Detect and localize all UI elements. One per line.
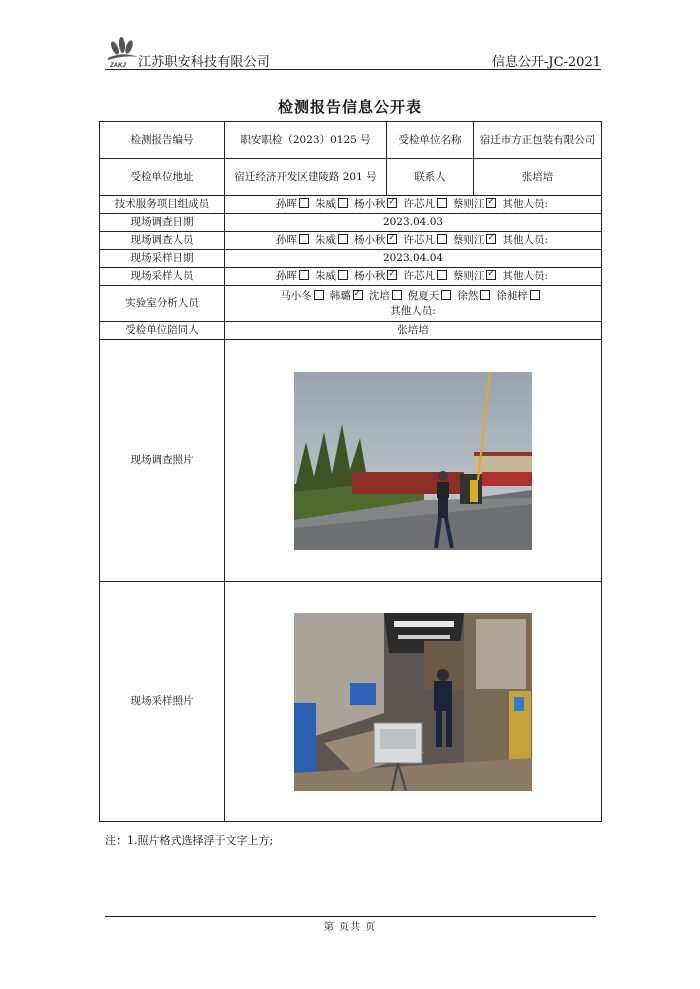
table-row	[100, 232, 602, 250]
lab-other: 其他人员:	[390, 304, 436, 317]
person-name: 杨小秋	[353, 270, 386, 282]
person-name: 其他人员:	[502, 234, 549, 246]
escort-person: 张培培	[225, 322, 602, 340]
person-entry	[408, 290, 456, 302]
unchecked-checkbox-icon	[437, 270, 447, 280]
unchecked-checkbox-icon	[338, 270, 348, 280]
checked-checkbox-icon	[486, 270, 496, 280]
checked-checkbox-icon	[486, 234, 496, 244]
cell-label: 受检单位地址	[100, 159, 225, 196]
checked-checkbox-icon	[486, 198, 496, 208]
cell-label: 现场调查人员	[100, 232, 225, 250]
checked-checkbox-icon	[353, 290, 363, 300]
person-name: 杨小秋	[353, 234, 386, 246]
person-name: 倪夏天	[407, 289, 440, 302]
cell-label: 现场调查照片	[100, 340, 225, 582]
footnote: 注：1.照片格式选择浮于文字上方;	[105, 834, 274, 847]
cell-label: 受检单位陪同人	[100, 322, 225, 340]
unchecked-checkbox-icon	[392, 290, 402, 300]
person-name: 马小冬	[280, 289, 312, 302]
cell-label: 检测报告编号	[100, 122, 225, 159]
table-row	[100, 582, 602, 822]
checked-checkbox-icon	[387, 234, 397, 244]
unchecked-checkbox-icon	[299, 234, 309, 244]
cell-label: 实验室分析人员	[100, 286, 225, 322]
person-entry	[403, 234, 451, 246]
person-name: 杨小秋	[353, 198, 386, 210]
page-header	[105, 34, 601, 72]
person-entry	[276, 270, 313, 282]
team-members	[225, 196, 602, 214]
table-row	[100, 214, 602, 232]
person-name: 其他人员:	[502, 270, 549, 282]
person-name: 蔡则江	[452, 234, 485, 246]
header-divider	[105, 69, 601, 70]
cell-label: 现场采样人员	[100, 268, 225, 286]
unchecked-checkbox-icon	[314, 290, 324, 300]
cell-label: 技术服务项目组成员	[100, 196, 225, 214]
survey-photo-cell	[225, 340, 602, 582]
table-row	[100, 340, 602, 582]
person-entry	[453, 198, 501, 210]
person-name: 徐昶梓	[496, 289, 528, 302]
person-entry	[354, 198, 402, 210]
sample-date: 2023.04.04	[225, 250, 602, 268]
survey-members	[225, 232, 602, 250]
company-logo	[105, 34, 141, 70]
person-name: 朱威	[314, 270, 336, 282]
cell-label: 受检单位名称	[387, 122, 474, 159]
person-name: 许芯凡	[403, 234, 435, 246]
person-entry	[276, 198, 313, 210]
client-address: 宿迁经济开发区建陵路 201 号	[225, 159, 387, 196]
person-name: 韩璐	[329, 289, 351, 302]
person-name: 蔡则江	[452, 270, 485, 282]
person-entry	[280, 290, 328, 302]
person-entry	[403, 198, 451, 210]
person-entry	[457, 290, 494, 302]
table-row	[100, 286, 602, 322]
person-name: 许芯凡	[403, 198, 435, 210]
report-number: 职安职检（2023）0125 号	[225, 122, 387, 159]
person-entry	[496, 290, 544, 302]
person-entry	[403, 270, 451, 282]
person-name: 蔡则江	[452, 198, 485, 210]
person-entry	[315, 234, 352, 246]
lab-members	[229, 289, 597, 304]
person-entry	[276, 234, 313, 246]
person-entry	[315, 270, 352, 282]
site-sampling-photo	[294, 613, 532, 791]
person-name: 朱威	[314, 198, 336, 210]
unchecked-checkbox-icon	[530, 290, 540, 300]
person-name: 孙晖	[275, 270, 297, 282]
table-row	[100, 159, 602, 196]
unchecked-checkbox-icon	[299, 270, 309, 280]
sample-photo-cell	[225, 582, 602, 822]
person-entry	[453, 234, 501, 246]
client-name: 宿迁市方正包装有限公司	[474, 122, 602, 159]
company-name: 江苏职安科技有限公司	[138, 55, 271, 70]
person-entry	[315, 198, 352, 210]
document-number: 信息公开-JC-2021	[491, 55, 601, 70]
unchecked-checkbox-icon	[299, 198, 309, 208]
checked-checkbox-icon	[387, 198, 397, 208]
unchecked-checkbox-icon	[437, 234, 447, 244]
table-row	[100, 268, 602, 286]
unchecked-checkbox-icon	[441, 290, 451, 300]
page-footer: 第 页共 页	[323, 922, 377, 933]
checked-checkbox-icon	[387, 270, 397, 280]
cell-label: 现场采样日期	[100, 250, 225, 268]
survey-date: 2023.04.03	[225, 214, 602, 232]
person-name: 朱威	[314, 234, 336, 246]
person-name: 徐然	[457, 289, 479, 302]
contact-person: 张培培	[474, 159, 602, 196]
table-row	[100, 322, 602, 340]
table-row	[100, 196, 602, 214]
person-name: 孙晖	[275, 234, 297, 246]
unchecked-checkbox-icon	[480, 290, 490, 300]
page-title: 检测报告信息公开表	[277, 98, 422, 116]
lab-members-cell	[225, 286, 602, 322]
footer-divider	[105, 916, 596, 917]
person-name: 其他人员:	[502, 198, 549, 210]
site-survey-photo	[294, 372, 532, 550]
unchecked-checkbox-icon	[338, 234, 348, 244]
person-entry	[330, 290, 367, 302]
info-table	[99, 121, 602, 822]
unchecked-checkbox-icon	[437, 198, 447, 208]
person-name: 孙晖	[275, 198, 297, 210]
sample-members	[225, 268, 602, 286]
person-entry	[354, 234, 402, 246]
table-row	[100, 122, 602, 159]
person-entry	[369, 290, 406, 302]
person-name: 许芯凡	[403, 270, 435, 282]
person-entry	[354, 270, 402, 282]
unchecked-checkbox-icon	[338, 198, 348, 208]
svg-text:ZAKJ: ZAKJ	[110, 63, 126, 69]
cell-label: 联系人	[387, 159, 474, 196]
person-entry	[453, 270, 501, 282]
cell-label: 现场采样照片	[100, 582, 225, 822]
person-name: 沈培	[368, 289, 390, 302]
table-row	[100, 250, 602, 268]
person-entry	[502, 198, 548, 210]
person-entry	[502, 270, 548, 282]
cell-label: 现场调查日期	[100, 214, 225, 232]
person-entry	[502, 234, 548, 246]
